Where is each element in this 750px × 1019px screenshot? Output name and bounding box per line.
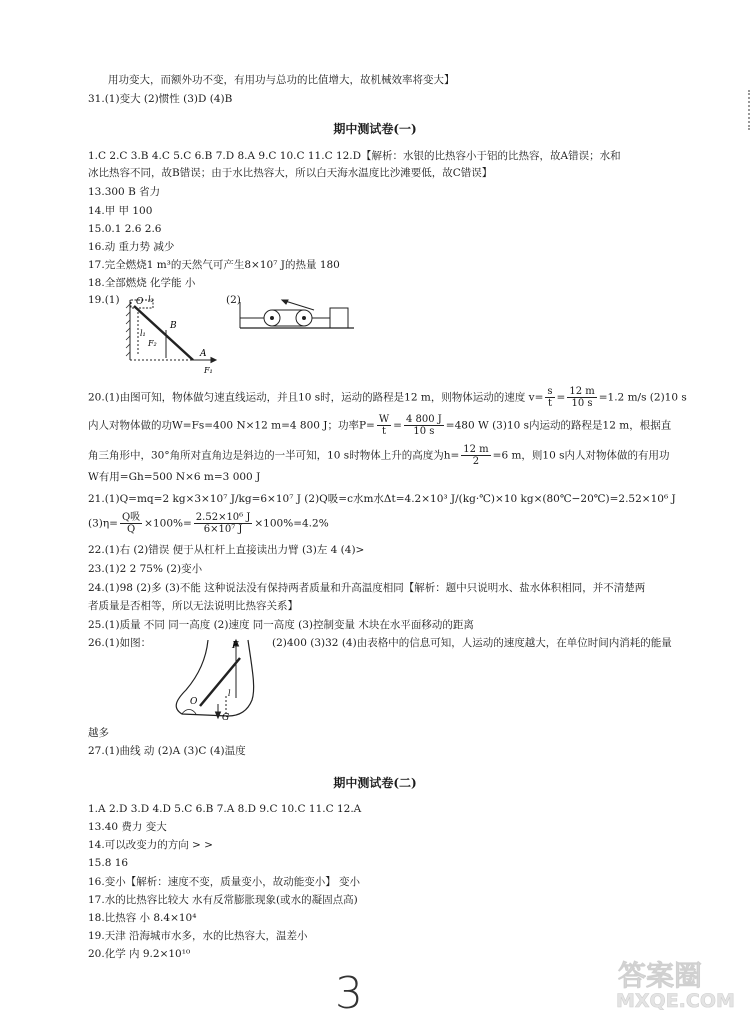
- answer-15-test2: 15.8 16: [88, 857, 129, 869]
- answer-20-line4: W有用=Gh=500 N×6 m=3 000 J: [88, 471, 261, 483]
- answer-17-test2: 17.水的比热容比较大 水有反常膨胀现象(或水的凝固点高): [88, 894, 358, 906]
- answer-20-line1: 20.(1)由图可知，物体做匀速直线运动，并且10 s时，运动的路程是12 m，则物体运动的速度 v= $\frac{s}{t}$ = $\frac{12 m}{10 s}$ =1.2 m/s (2)10 s: [88, 386, 687, 409]
- label-F2: F₂: [148, 339, 157, 348]
- answer-14: 14.甲 甲 100: [88, 205, 153, 217]
- label-B: B: [170, 321, 177, 331]
- answer-31: 31.(1)变大 (2)惯性 (3)D (4)B: [88, 93, 233, 105]
- answer-25: 25.(1)质量 不同 同一高度 (2)速度 同一高度 (3)控制变量 木块在水平面移动的距离: [88, 619, 474, 631]
- answer-26-text: (2)400 (3)32 (4)由表格中的信息可知，人运动的速度越大，在单位时间内消耗的能量: [272, 637, 672, 649]
- label-F: F: [232, 641, 239, 651]
- fraction-s-over-t: $\frac{s}{t}$: [547, 386, 553, 409]
- answer-19-part2-label: (2): [226, 294, 241, 306]
- label-A: A: [200, 349, 207, 359]
- answer-21-line2: (3)η= $\frac{\text{Q吸}}{Q}$ ×100%= $\frac{\text{2.52×10⁶ J}}{\text{6×10⁷ J}}$ ×100%=4.2%: [88, 512, 329, 535]
- fraction-efficiency: $\frac{\text{2.52×10⁶ J}}{\text{6×10⁷ J}}$: [195, 512, 251, 535]
- fraction-12m-over-2: $\frac{12 m}{2}$: [463, 444, 489, 467]
- foot-lever-diagram: [168, 638, 268, 720]
- label-l2: l₂: [148, 295, 154, 304]
- page-number: 3: [335, 968, 363, 1019]
- pulley-diagram: [238, 298, 358, 334]
- answer-24-line1: 24.(1)98 (2)多 (3)不能 这种说法没有保持两者质量和升高温度相同【解析：题中只说明水、盐水体积相同，并不清楚两: [88, 582, 646, 594]
- answer-16: 16.动 重力势 减少: [88, 241, 175, 253]
- answer-15: 15.0.1 2.6 2.6: [88, 223, 162, 235]
- answer-23: 23.(1)2 2 75% (2)变小: [88, 563, 203, 575]
- answer-1-12-test2: 1.A 2.D 3.D 4.D 5.C 6.B 7.A 8.D 9.C 10.C 11.C 12.A: [88, 803, 362, 815]
- text-line: 用功变大，而额外功不变，有用功与总功的比值增大，故机械效率将变大】: [108, 74, 455, 86]
- answer-24-line2: 者质量是否相等，所以无法说明比热容关系】: [88, 600, 298, 612]
- section-title-midterm-2: 期中测试卷(二): [333, 776, 417, 790]
- answer-19-test2: 19.天津 沿海城市水多，水的比热容大，温差小: [88, 930, 308, 942]
- answer-20-text: 20.(1)由图可知，物体做匀速直线运动，并且10 s时，运动的路程是12 m，则物体运动的速度 v=: [88, 391, 544, 404]
- fraction-12m-over-10s: $\frac{12 m}{10 s}$: [569, 386, 595, 409]
- answer-20-line3: 角三角形中，30°角所对直角边是斜边的一半可知，10 s时物体上升的高度为h= $\frac{12 m}{2}$ =6 m，则10 s内人对物体做的有用功: [88, 444, 670, 467]
- label-l: l: [228, 689, 231, 698]
- answer-1-12-line2: 冰比热容不同，故B错误；由于水比热容大，所以白天海水温度比沙滩要低，故C错误】: [88, 167, 493, 179]
- answer-20-test2: 20.化学 内 9.2×10¹⁰: [88, 948, 191, 960]
- answer-21-line1: 21.(1)Q=mq=2 kg×3×10⁷ J/kg=6×10⁷ J (2)Q吸=c水m水Δt=4.2×10³ J/(kg·℃)×10 kg×(80℃−20℃)=2.52×10⁶ J: [88, 493, 676, 505]
- label-O: O: [190, 697, 198, 707]
- answer-18-test2: 18.比热容 小 8.4×10⁴: [88, 912, 197, 924]
- answer-19-label: 19.(1): [88, 294, 120, 306]
- page-edge-marks: [745, 90, 750, 130]
- answer-18: 18.全部燃烧 化学能 小: [88, 277, 196, 289]
- watermark-text: 答案圈: [618, 959, 703, 992]
- fraction-4800J-over-10s: $\frac{4 800 J}{10 s}$: [405, 414, 442, 437]
- answer-14-test2: 14.可以改变力的方向 > >: [88, 839, 213, 851]
- label-l1: l₁: [140, 329, 146, 338]
- label-O: O: [136, 297, 144, 307]
- answer-16-test2: 16.变小【解析：速度不变，质量变小，故动能变小】 变小: [88, 876, 361, 888]
- answer-20-line2: 内人对物体做的功W=Fs=400 N×12 m=4 800 J；功率P= $\frac{W}{t}$ = $\frac{4 800 J}{10 s}$ =480 W (3)10 s内运动的路程是12 m，根据直: [88, 414, 672, 437]
- label-F1: F₁: [204, 366, 213, 375]
- answer-1-12-line1: 1.C 2.C 3.B 4.C 5.C 6.B 7.D 8.A 9.C 10.C 11.C 12.D【解析：水银的比热容小于铝的比热容，故A错误；水和: [88, 150, 621, 162]
- answer-26-continued: 越多: [88, 727, 109, 739]
- answer-26-label: 26.(1)如图：: [88, 637, 152, 649]
- answer-17: 17.完全燃烧1 m³的天然气可产生8×10⁷ J的热量 180: [88, 259, 340, 271]
- lever-diagram: [118, 294, 223, 376]
- fraction-W-over-t: $\frac{W}{t}$: [378, 414, 390, 437]
- fraction-Qabs-over-Q: $\frac{\text{Q吸}}{Q}$: [121, 512, 141, 535]
- answer-13: 13.300 B 省力: [88, 186, 161, 198]
- watermark-logo: [612, 953, 742, 1011]
- watermark-url: MXQE.COM: [616, 990, 735, 1011]
- answer-22: 22.(1)右 (2)错误 便于从杠杆上直接读出力臂 (3)左 4 (4)>: [88, 544, 365, 556]
- label-G: G: [222, 713, 230, 720]
- answer-27: 27.(1)曲线 动 (2)A (3)C (4)温度: [88, 745, 246, 757]
- section-title-midterm-1: 期中测试卷(一): [333, 122, 417, 136]
- answer-13-test2: 13.40 费力 变大: [88, 821, 167, 833]
